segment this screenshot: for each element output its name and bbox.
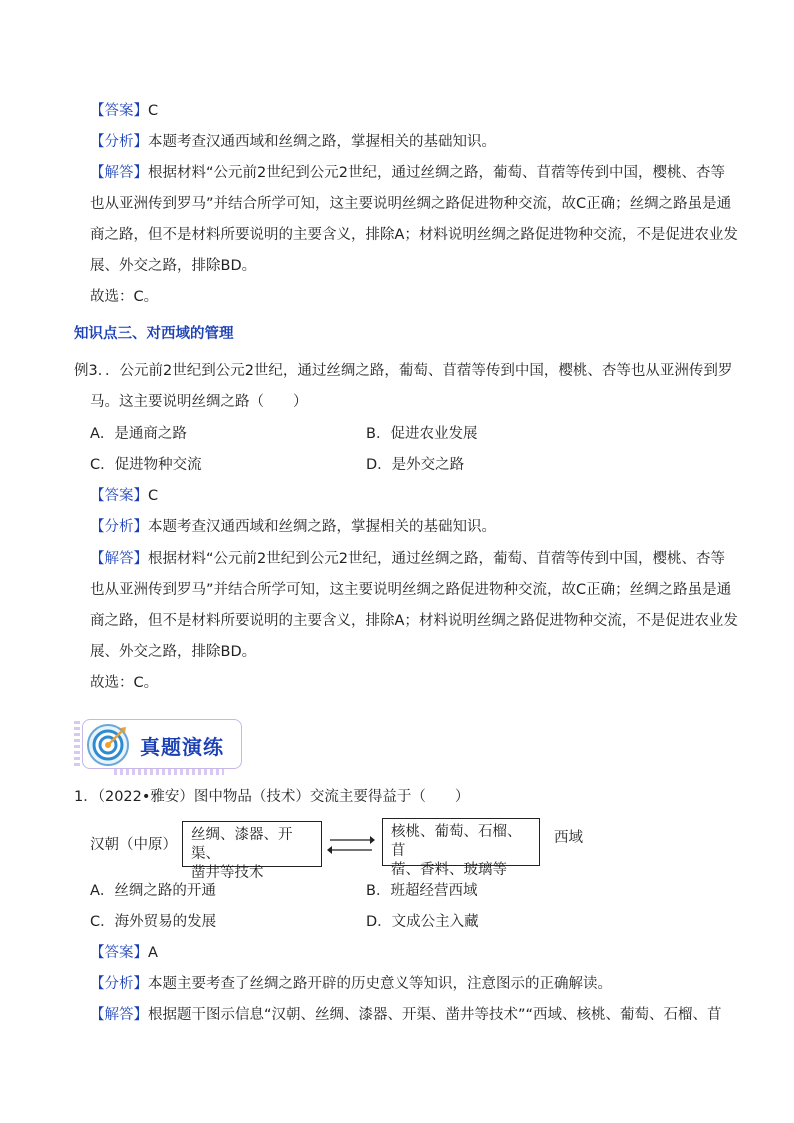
solution-tag: 【解答】 — [90, 165, 148, 181]
example-3-stem-l2: 马。这主要说明丝绸之路（ ） — [90, 394, 308, 410]
diagram-box-xiyu — [382, 818, 540, 878]
option-a: A．是通商之路 — [90, 426, 187, 442]
solution-text: 根据题干图示信息“汉朝、丝绸、漆器、开渠、凿井等技术”“西域、核桃、葡萄、石榴、苜 — [148, 1007, 722, 1023]
example-3-text: 例3．．公元前2世纪到公元2世纪，通过丝绸之路，葡萄、苜蓿等传到中国，樱桃、杏等也从亚洲传到罗 — [74, 363, 733, 379]
answer-value: A — [148, 945, 158, 961]
solution-text: 根据材料“公元前2世纪到公元2世纪，通过丝绸之路，葡萄、苜蓿等传到中国，樱桃、杏等 — [148, 551, 725, 567]
solution-line-3: 商之路，但不是材料所要说明的主要含义，排除A；材料说明丝绸之路促进物种交流，不是促进农业发 — [90, 227, 738, 243]
choose-line-2: 故选：C。 — [90, 675, 159, 691]
banner-stripe-bottom — [114, 769, 224, 775]
solution-tag: 【解答】 — [90, 1007, 148, 1023]
answer-value: C — [148, 488, 159, 504]
answer-tag: 【答案】 — [90, 488, 148, 504]
diagram-box-han — [182, 821, 322, 881]
diagram-right-label: 西域 — [554, 830, 583, 846]
example-3-stem — [74, 361, 732, 381]
solution-line-8: 展、外交之路，排除BD。 — [90, 644, 257, 660]
analysis-text: 本题考查汉通西域和丝绸之路，掌握相关的基础知识。 — [148, 134, 496, 150]
banner-stripe-left — [74, 721, 80, 767]
solution-line-1 — [90, 163, 725, 183]
section-title: 知识点三、对西域的管理 — [74, 326, 234, 342]
solution-line-5 — [90, 549, 725, 569]
answer-tag: 【答案】 — [90, 103, 148, 119]
solution-tag: 【解答】 — [90, 551, 148, 567]
diagram-box-han-l1: 丝绸、漆器、开渠、 — [191, 827, 293, 862]
question-1-stem: 1．（2022•雅安）图中物品（技术）交流主要得益于（ ） — [74, 789, 470, 805]
analysis-text: 本题考查汉通西域和丝绸之路，掌握相关的基础知识。 — [148, 519, 496, 535]
option-c: C．海外贸易的发展 — [90, 914, 217, 930]
analysis-tag: 【分析】 — [90, 519, 148, 535]
option-d: D．是外交之路 — [366, 457, 465, 473]
option-b: B．班超经营西域 — [366, 883, 478, 899]
analysis-text: 本题主要考查了丝绸之路开辟的历史意义等知识，注意图示的正确解读。 — [148, 976, 612, 992]
solution-text: 根据材料“公元前2世纪到公元2世纪，通过丝绸之路，葡萄、苜蓿等传到中国，樱桃、杏等 — [148, 165, 725, 181]
option-c: C．促进物种交流 — [90, 457, 202, 473]
answer-line-3 — [90, 943, 158, 963]
practice-banner — [74, 713, 250, 773]
analysis-tag: 【分析】 — [90, 976, 148, 992]
diagram-box-xiyu-l1: 核桃、葡萄、石榴、苜 — [391, 824, 522, 859]
answer-tag: 【答案】 — [90, 945, 148, 961]
diagram-box-xiyu-l2: 蓿、香料、玻璃等 — [391, 862, 507, 878]
solution-line-2: 也从亚洲传到罗马”并结合所学可知，这主要说明丝绸之路促进物种交流，故C正确；丝绸之路虽是通 — [90, 196, 732, 212]
solution-line-4: 展、外交之路，排除BD。 — [90, 258, 257, 274]
solution-line-6: 也从亚洲传到罗马”并结合所学可知，这主要说明丝绸之路促进物种交流，故C正确；丝绸之路虽是通 — [90, 582, 732, 598]
analysis-line-3 — [90, 974, 612, 994]
option-a: A．丝绸之路的开通 — [90, 883, 216, 899]
answer-value: C — [148, 103, 159, 119]
diagram-box-han-l2: 凿井等技术 — [191, 865, 264, 881]
target-icon — [86, 723, 130, 767]
option-b: B．促进农业发展 — [366, 426, 478, 442]
solution-line-7: 商之路，但不是材料所要说明的主要含义，排除A；材料说明丝绸之路促进物种交流，不是促进农业发 — [90, 613, 738, 629]
exchange-arrows-icon — [326, 834, 376, 856]
answer-line-1 — [90, 101, 158, 121]
diagram-left-label: 汉朝（中原） — [90, 837, 177, 853]
answer-line-2 — [90, 486, 158, 506]
analysis-tag: 【分析】 — [90, 134, 148, 150]
solution-line-9 — [90, 1005, 722, 1025]
analysis-line-1 — [90, 132, 496, 152]
option-d: D．文成公主入藏 — [366, 914, 479, 930]
analysis-line-2 — [90, 517, 496, 537]
choose-line-1: 故选：C。 — [90, 289, 159, 305]
banner-title: 真题演练 — [140, 735, 224, 759]
